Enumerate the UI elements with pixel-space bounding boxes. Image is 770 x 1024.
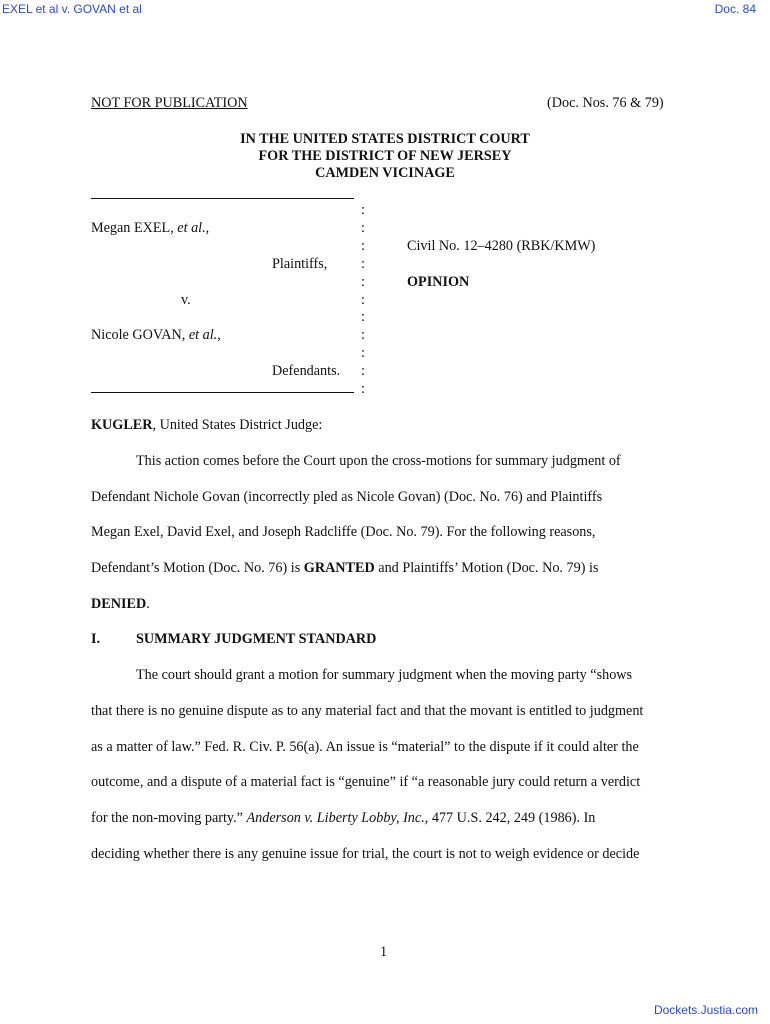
opinion-label: OPINION bbox=[407, 274, 470, 290]
defendant-party: Nicole GOVAN, et al., bbox=[91, 327, 221, 343]
plaintiff-party: Megan EXEL, et al., bbox=[91, 220, 210, 236]
standard-paragraph-line: The court should grant a motion for summary judgment when the moving party “shows bbox=[136, 667, 633, 683]
intro-paragraph-line: DENIED. bbox=[91, 596, 150, 612]
doc-nos: (Doc. Nos. 76 & 79) bbox=[547, 95, 664, 111]
versus-label: v. bbox=[181, 292, 191, 308]
civil-number: Civil No. 12–4280 (RBK/KMW) bbox=[407, 238, 596, 254]
page-number: 1 bbox=[380, 944, 388, 960]
standard-paragraph-line: deciding whether there is any genuine issue for trial, the court is not to weigh evidence or decide bbox=[91, 846, 640, 862]
judge-line: KUGLER, United States District Judge: bbox=[91, 417, 323, 433]
publication-note: NOT FOR PUBLICATION bbox=[91, 95, 248, 111]
caption-colon: : bbox=[361, 274, 365, 290]
caption-colon: : bbox=[361, 345, 365, 361]
standard-paragraph-line: for the non-moving party.” Anderson v. Liberty Lobby, Inc., 477 U.S. 242, 249 (1986). In bbox=[91, 810, 596, 826]
intro-paragraph-line: Defendant’s Motion (Doc. No. 76) is GRANTED and Plaintiffs’ Motion (Doc. No. 79) is bbox=[91, 560, 599, 576]
standard-paragraph-line: outcome, and a dispute of a material fact is “genuine” if “a reasonable jury could return a verdict bbox=[91, 774, 641, 790]
defendants-label: Defendants. bbox=[272, 363, 341, 379]
intro-paragraph-line: This action comes before the Court upon the cross-motions for summary judgment of bbox=[136, 453, 621, 469]
case-title-link[interactable]: EXEL et al v. GOVAN et al bbox=[2, 2, 142, 16]
doc-number-link[interactable]: Doc. 84 bbox=[714, 2, 756, 16]
court-heading-line-1: IN THE UNITED STATES DISTRICT COURT bbox=[240, 131, 530, 147]
caption-colon: : bbox=[361, 220, 365, 236]
caption-colon: : bbox=[361, 381, 365, 397]
caption-colon: : bbox=[361, 202, 365, 218]
caption-colon: : bbox=[361, 238, 365, 254]
caption-colon: : bbox=[361, 292, 365, 308]
court-heading-line-2: FOR THE DISTRICT OF NEW JERSEY bbox=[258, 148, 512, 164]
court-heading-line-3: CAMDEN VICINAGE bbox=[315, 165, 455, 181]
justia-footer-link[interactable]: Dockets.Justia.com bbox=[653, 1003, 758, 1017]
caption-colon: : bbox=[361, 363, 365, 379]
standard-paragraph-line: that there is no genuine dispute as to any material fact and that the movant is entitled to judgment bbox=[91, 703, 644, 719]
intro-paragraph-line: Defendant Nichole Govan (incorrectly pled as Nicole Govan) (Doc. No. 76) and Plaintiffs bbox=[91, 489, 603, 505]
section-title: SUMMARY JUDGMENT STANDARD bbox=[136, 631, 377, 647]
caption-colon: : bbox=[361, 256, 365, 272]
caption-colon: : bbox=[361, 327, 365, 343]
caption-top-rule bbox=[91, 198, 354, 199]
plaintiffs-label: Plaintiffs, bbox=[272, 256, 328, 272]
standard-paragraph-line: as a matter of law.” Fed. R. Civ. P. 56(a). An issue is “material” to the dispute if it could alter the bbox=[91, 739, 639, 755]
caption-colon: : bbox=[361, 309, 365, 325]
caption-bottom-rule bbox=[91, 392, 354, 393]
section-number: I. bbox=[91, 631, 101, 647]
intro-paragraph-line: Megan Exel, David Exel, and Joseph Radcliffe (Doc. No. 79). For the following reasons, bbox=[91, 524, 596, 540]
